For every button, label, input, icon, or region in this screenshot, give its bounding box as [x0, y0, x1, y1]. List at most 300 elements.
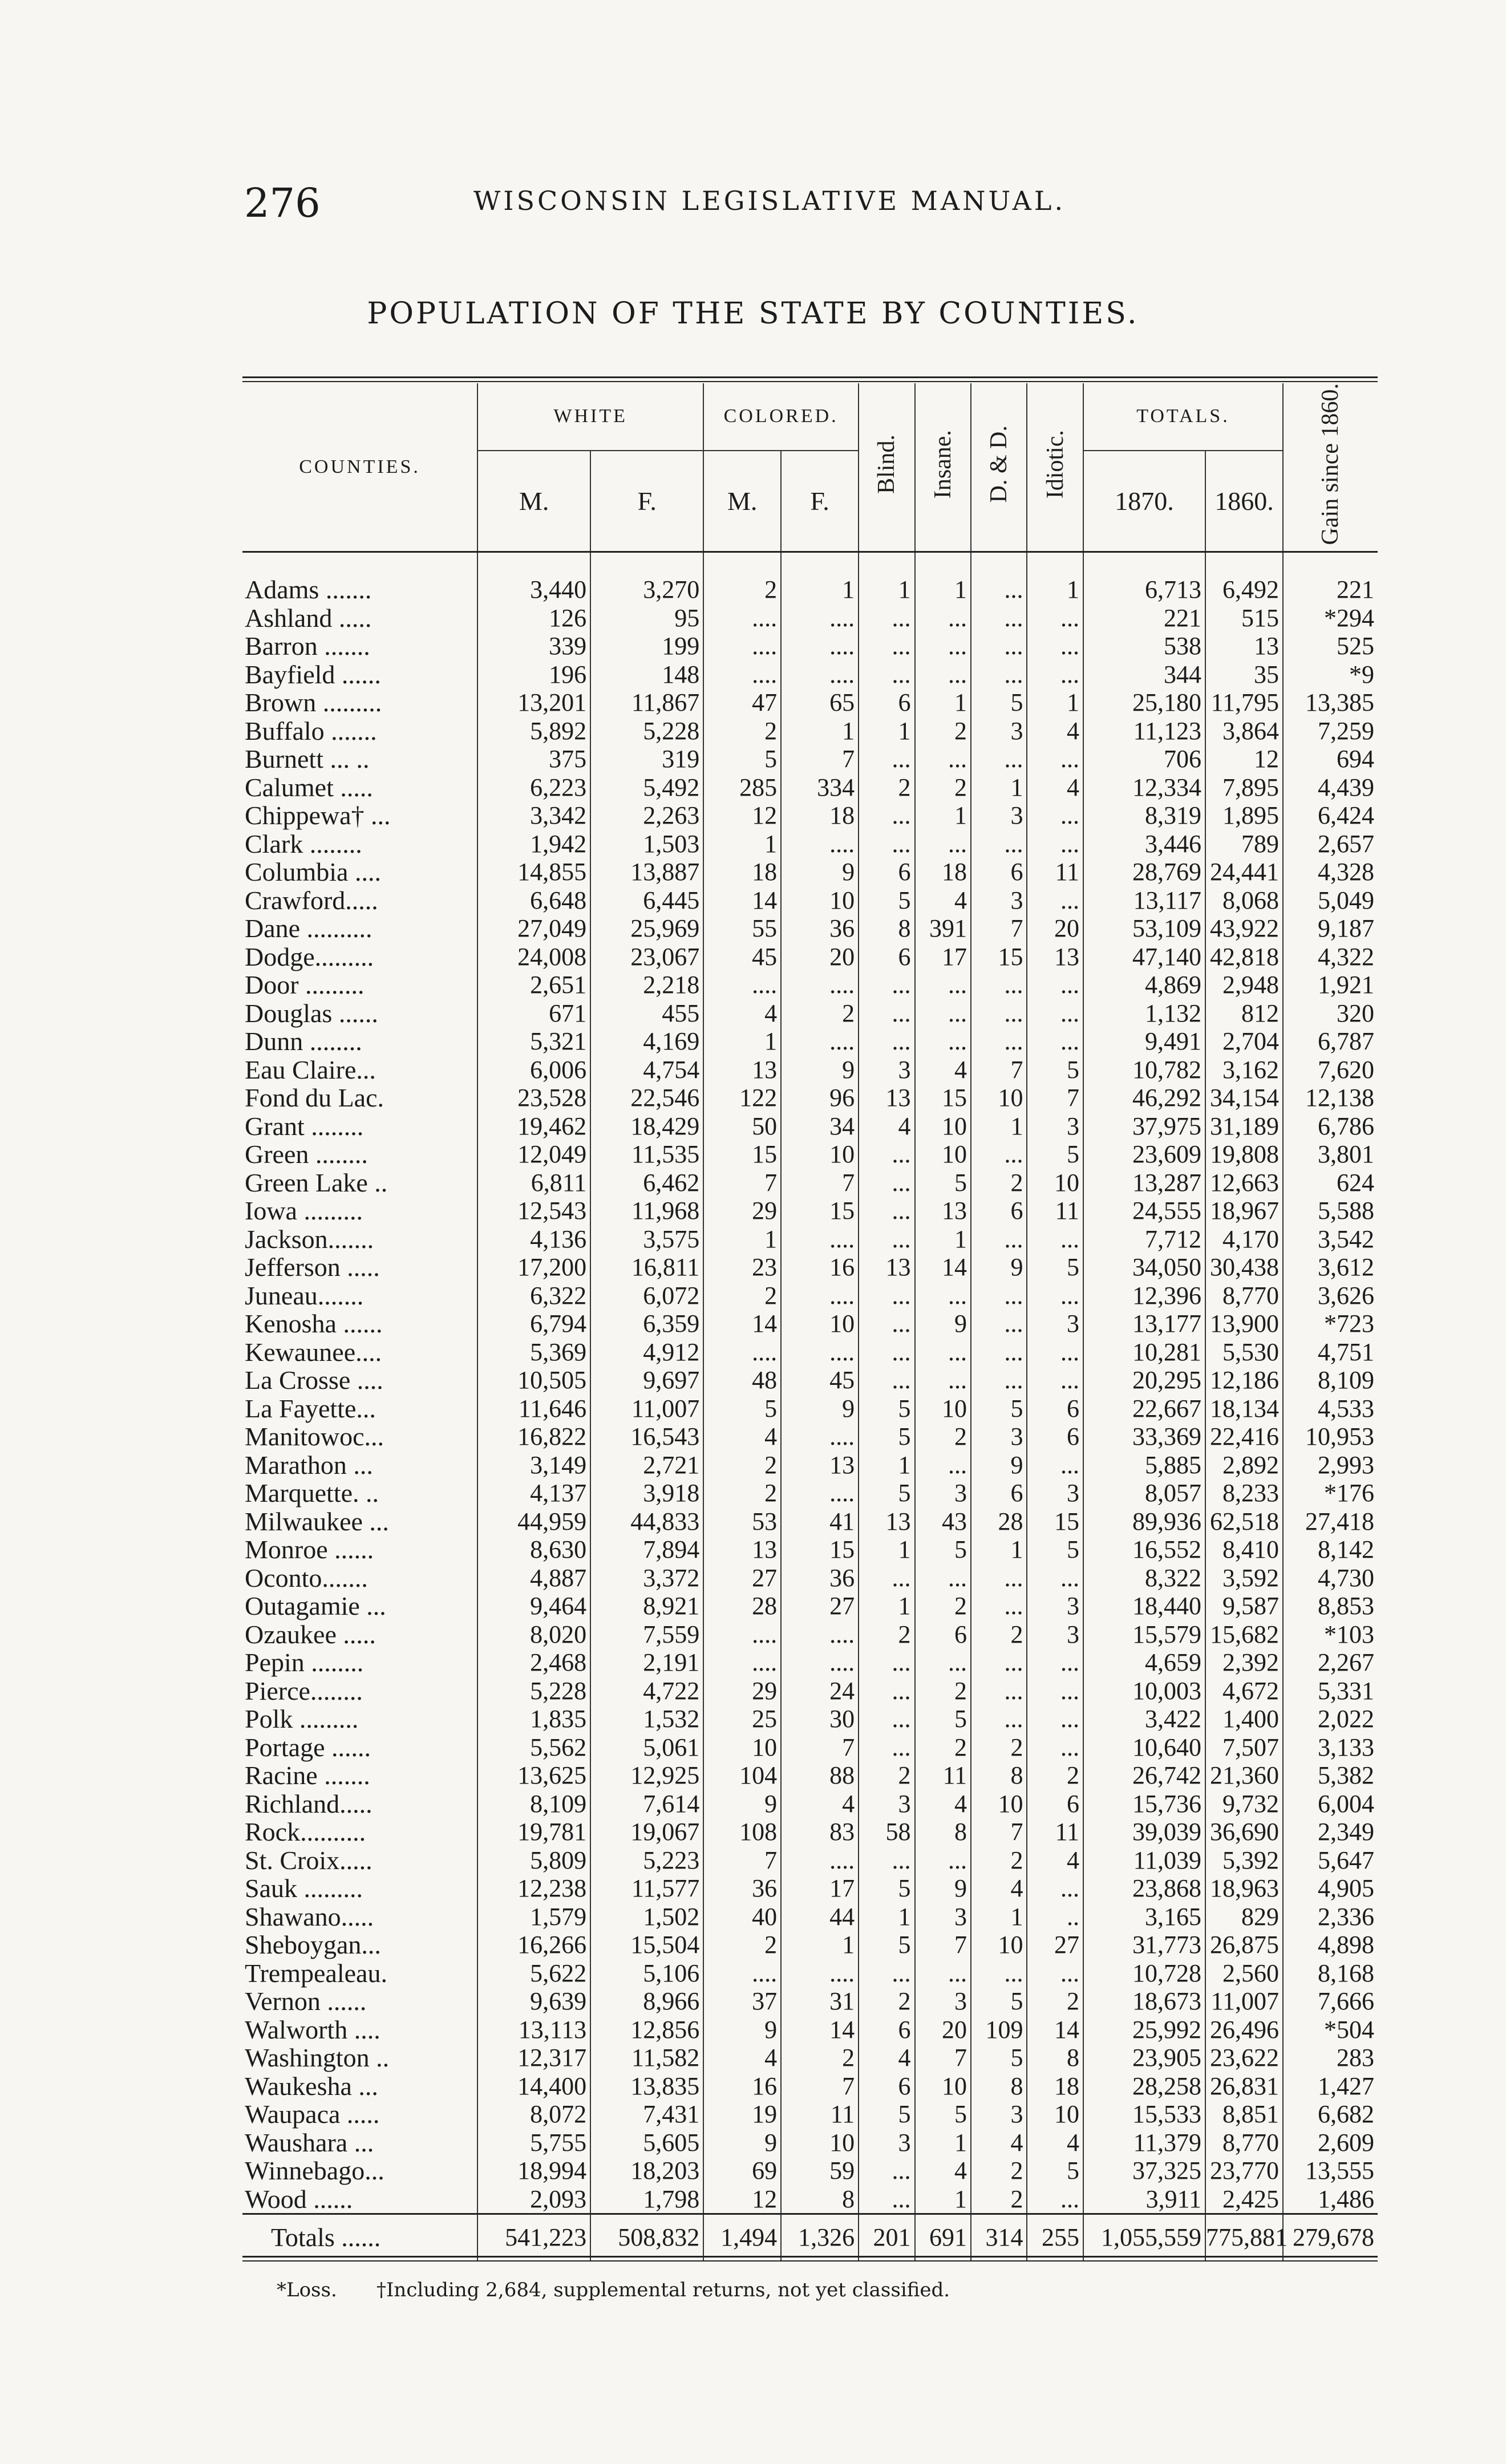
cell-total-1860: 22,416	[1205, 1423, 1283, 1451]
cell-white-f: 16,811	[590, 1253, 703, 1282]
cell-white-f: 18,429	[590, 1112, 703, 1141]
header-1860: 1860.	[1205, 451, 1283, 552]
cell-insane: 4	[915, 886, 971, 915]
cell-colored-f: 8	[781, 2185, 859, 2214]
cell-total-1870: 3,422	[1083, 1705, 1205, 1733]
bottom-rule-inner	[242, 2260, 1378, 2262]
cell-gain: 9,187	[1283, 914, 1378, 943]
cell-insane: 4	[915, 1056, 971, 1084]
cell-total-1870: 34,050	[1083, 1253, 1205, 1282]
cell-insane: 1	[915, 576, 971, 604]
cell-colored-f: 7	[781, 1169, 859, 1197]
cell-insane: ...	[915, 745, 971, 773]
cell-gain: 2,336	[1283, 1903, 1378, 1931]
cell-blind: 1	[859, 1592, 914, 1620]
cell-colored-f: 14	[781, 2016, 859, 2044]
table-row	[242, 1423, 1378, 1451]
cell-total-1870: 24,555	[1083, 1197, 1205, 1225]
running-head: WISCONSIN LEGISLATIVE MANUAL.	[473, 185, 1066, 216]
cell-total-1860: 2,704	[1205, 1027, 1283, 1056]
cell-idiotic: ...	[1027, 886, 1083, 915]
cell-gain: 2,609	[1283, 2129, 1378, 2157]
cell-insane: 15	[915, 1084, 971, 1112]
cell-gain: 3,612	[1283, 1253, 1378, 1282]
cell-colored-m: 9	[703, 2129, 781, 2157]
cell-deaf-dumb: 2	[971, 1846, 1027, 1875]
table-row	[242, 1027, 1378, 1056]
cell-total-1860: 2,948	[1205, 971, 1283, 999]
cell-gain: 5,647	[1283, 1846, 1378, 1875]
cell-idiotic: ...	[1027, 632, 1083, 660]
table-row	[242, 1479, 1378, 1507]
table-row	[242, 1874, 1378, 1903]
cell-blind: ...	[859, 660, 914, 689]
cell-idiotic: ...	[1027, 1027, 1083, 1056]
cell-colored-m: 15	[703, 1140, 781, 1169]
cell-insane: 20	[915, 2016, 971, 2044]
cell-total-1860: 23,622	[1205, 2044, 1283, 2072]
cell-white-f: 11,867	[590, 688, 703, 717]
cell-blind: ...	[859, 1648, 914, 1677]
cell-total-1870: 11,039	[1083, 1846, 1205, 1875]
cell-total-1870: 23,609	[1083, 1140, 1205, 1169]
header-1870: 1870.	[1083, 451, 1205, 552]
cell-gain: 2,267	[1283, 1648, 1378, 1677]
table-row	[242, 1733, 1378, 1762]
cell-white-f: 11,007	[590, 1395, 703, 1423]
cell-county: Richland.....	[245, 1789, 373, 1818]
cell-county: Buffalo .......	[245, 716, 377, 745]
cell-white-m: 339	[477, 632, 590, 660]
table-row	[242, 1818, 1378, 1846]
table-row	[242, 886, 1378, 915]
cell-colored-m: 13	[703, 1535, 781, 1564]
cell-insane: ...	[915, 1282, 971, 1310]
cell-county: Sheboygan...	[245, 1930, 381, 1960]
cell-colored-f: ....	[781, 604, 859, 633]
cell-colored-m: ....	[703, 1338, 781, 1367]
cell-total-1870: 10,281	[1083, 1338, 1205, 1367]
cell-total-1860: 8,851	[1205, 2100, 1283, 2129]
cell-deaf-dumb: 6	[971, 858, 1027, 886]
cell-idiotic: ...	[1027, 1705, 1083, 1733]
cell-colored-f: ....	[781, 632, 859, 660]
cell-county: Vernon ......	[245, 1987, 367, 2016]
cell-insane: 2	[915, 1592, 971, 1620]
cell-deaf-dumb: 15	[971, 943, 1027, 971]
cell-total-1860: 2,560	[1205, 1959, 1283, 1988]
cell-total-1860: 2,892	[1205, 1451, 1283, 1480]
cell-deaf-dumb: 3	[971, 2100, 1027, 2129]
cell-colored-m: 122	[703, 1084, 781, 1112]
cell-deaf-dumb: 1	[971, 1903, 1027, 1931]
cell-county: Oconto.......	[245, 1563, 368, 1592]
cell-total-1860: 26,831	[1205, 2072, 1283, 2101]
cell-blind: 3	[859, 2129, 914, 2157]
cell-gain: 8,142	[1283, 1535, 1378, 1564]
table-row	[242, 1677, 1378, 1705]
table-row	[242, 745, 1378, 773]
cell-white-m: 13,625	[477, 1761, 590, 1790]
cell-idiotic: 10	[1027, 1169, 1083, 1197]
table-row	[242, 1648, 1378, 1677]
cell-white-f: 2,191	[590, 1648, 703, 1677]
cell-total-1870: 28,258	[1083, 2072, 1205, 2101]
cell-white-m: 24,008	[477, 943, 590, 971]
cell-insane: 2	[915, 1677, 971, 1705]
header-white-m: M.	[477, 451, 590, 552]
cell-insane: 10	[915, 1395, 971, 1423]
cell-total-1870: 4,659	[1083, 1648, 1205, 1677]
cell-county: Grant ........	[245, 1111, 364, 1141]
cell-deaf-dumb: 2	[971, 1169, 1027, 1197]
cell-colored-m: 14	[703, 886, 781, 915]
cell-county: Burnett ... ..	[245, 744, 370, 774]
cell-colored-f: 24	[781, 1677, 859, 1705]
cell-colored-m: 2	[703, 1479, 781, 1507]
cell-white-m: 17,200	[477, 1253, 590, 1282]
cell-deaf-dumb: 6	[971, 1197, 1027, 1225]
cell-insane: 5	[915, 1169, 971, 1197]
cell-deaf-dumb: ...	[971, 1564, 1027, 1592]
footnote-loss: *Loss.	[277, 2279, 337, 2301]
cell-blind: 1	[859, 576, 914, 604]
cell-gain: 7,620	[1283, 1056, 1378, 1084]
cell-blind: 58	[859, 1818, 914, 1846]
cell-insane: ...	[915, 999, 971, 1028]
cell-colored-f: 10	[781, 1140, 859, 1169]
table-row	[242, 858, 1378, 886]
cell-white-f: 7,431	[590, 2100, 703, 2129]
cell-deaf-dumb: 3	[971, 801, 1027, 830]
cell-gain: 4,322	[1283, 943, 1378, 971]
cell-blind: ...	[859, 830, 914, 858]
cell-blind: 6	[859, 858, 914, 886]
header-deaf-dumb: D. & D.	[971, 383, 1027, 552]
cell-colored-f: 334	[781, 773, 859, 802]
cell-total-1870: 344	[1083, 660, 1205, 689]
cell-gain: 4,730	[1283, 1564, 1378, 1592]
table-row	[242, 830, 1378, 858]
cell-blind: 5	[859, 886, 914, 915]
cell-white-m: 3,440	[477, 576, 590, 604]
cell-county: Crawford.....	[245, 885, 378, 915]
cell-colored-f: 9	[781, 1056, 859, 1084]
cell-gain: 525	[1283, 632, 1378, 660]
cell-total-1870: 6,713	[1083, 576, 1205, 604]
cell-gain: *504	[1283, 2016, 1378, 2044]
cell-colored-m: 45	[703, 943, 781, 971]
cell-total-1860: 5,530	[1205, 1338, 1283, 1367]
cell-colored-f: 7	[781, 2072, 859, 2101]
cell-deaf-dumb: 8	[971, 1761, 1027, 1790]
cell-county: Marquette. ..	[245, 1478, 379, 1508]
cell-deaf-dumb: 314	[971, 2214, 1027, 2261]
cell-white-m: 541,223	[477, 2214, 590, 2261]
table-row	[242, 1451, 1378, 1480]
cell-colored-f: 20	[781, 943, 859, 971]
cell-gain: 8,168	[1283, 1959, 1378, 1988]
cell-blind: 13	[859, 1507, 914, 1536]
cell-white-f: 2,218	[590, 971, 703, 999]
cell-colored-m: 36	[703, 1874, 781, 1903]
cell-gain: 5,382	[1283, 1761, 1378, 1790]
cell-colored-f: ....	[781, 971, 859, 999]
cell-total-1860: 3,162	[1205, 1056, 1283, 1084]
cell-white-m: 6,811	[477, 1169, 590, 1197]
cell-total-1860: 18,963	[1205, 1874, 1283, 1903]
cell-deaf-dumb: ...	[971, 1677, 1027, 1705]
cell-deaf-dumb: ...	[971, 604, 1027, 633]
cell-total-1860: 2,425	[1205, 2185, 1283, 2214]
cell-county: Pierce........	[245, 1676, 363, 1705]
cell-insane: 43	[915, 1507, 971, 1536]
cell-deaf-dumb: 4	[971, 2129, 1027, 2157]
cell-white-f: 5,228	[590, 717, 703, 745]
cell-white-m: 16,822	[477, 1423, 590, 1451]
cell-insane: 1	[915, 2129, 971, 2157]
cell-colored-m: 9	[703, 1790, 781, 1818]
cell-gain: 2,022	[1283, 1705, 1378, 1733]
cell-deaf-dumb: 2	[971, 1620, 1027, 1649]
cell-insane: ...	[915, 830, 971, 858]
cell-blind: ...	[859, 1310, 914, 1338]
cell-insane: 3	[915, 1479, 971, 1507]
cell-idiotic: 3	[1027, 1620, 1083, 1649]
cell-idiotic: 14	[1027, 2016, 1083, 2044]
cell-county: Kewaunee....	[245, 1337, 382, 1367]
cell-total-1870: 1,132	[1083, 999, 1205, 1028]
cell-white-m: 3,342	[477, 801, 590, 830]
cell-deaf-dumb: 7	[971, 914, 1027, 943]
table-row	[242, 1987, 1378, 2016]
table-row	[242, 1056, 1378, 1084]
cell-insane: 11	[915, 1761, 971, 1790]
cell-county: Walworth ....	[245, 2015, 380, 2044]
cell-white-f: 2,263	[590, 801, 703, 830]
cell-colored-m: 2	[703, 1451, 781, 1480]
cell-deaf-dumb: ...	[971, 1959, 1027, 1988]
cell-insane: 2	[915, 1733, 971, 1762]
cell-total-1870: 8,319	[1083, 801, 1205, 830]
cell-colored-f: ....	[781, 1959, 859, 1988]
bottom-rule	[242, 2256, 1378, 2258]
cell-colored-m: ....	[703, 632, 781, 660]
cell-colored-f: 9	[781, 1395, 859, 1423]
cell-county: Waupaca .....	[245, 2100, 380, 2129]
cell-colored-f: 65	[781, 688, 859, 717]
table-row	[242, 999, 1378, 1028]
cell-deaf-dumb: ...	[971, 660, 1027, 689]
cell-colored-f: 15	[781, 1535, 859, 1564]
cell-idiotic: 6	[1027, 1423, 1083, 1451]
cell-white-m: 23,528	[477, 1084, 590, 1112]
cell-white-f: 5,106	[590, 1959, 703, 1988]
cell-county: Winnebago...	[245, 2156, 384, 2186]
cell-county: Rock..........	[245, 1817, 366, 1847]
cell-colored-m: 2	[703, 1931, 781, 1959]
cell-white-f: 7,559	[590, 1620, 703, 1649]
cell-colored-m: 14	[703, 1310, 781, 1338]
cell-county: Door .........	[245, 970, 365, 1000]
cell-gain: 279,678	[1283, 2214, 1378, 2261]
cell-deaf-dumb: ...	[971, 1225, 1027, 1254]
cell-colored-m: ....	[703, 1959, 781, 1988]
cell-insane: 4	[915, 1790, 971, 1818]
cell-colored-f: 31	[781, 1987, 859, 2016]
page-title: POPULATION OF THE STATE BY COUNTIES.	[367, 297, 1139, 331]
cell-white-f: 23,067	[590, 943, 703, 971]
header-counties: COUNTIES.	[242, 383, 477, 552]
cell-blind: ...	[859, 1959, 914, 1988]
cell-white-f: 3,270	[590, 576, 703, 604]
cell-county: Portage ......	[245, 1732, 371, 1762]
cell-blind: ...	[859, 999, 914, 1028]
cell-colored-f: ....	[781, 660, 859, 689]
cell-idiotic: ...	[1027, 1451, 1083, 1480]
cell-total-1870: 25,180	[1083, 688, 1205, 717]
cell-blind: 2	[859, 1761, 914, 1790]
cell-total-1870: 39,039	[1083, 1818, 1205, 1846]
cell-idiotic: 5	[1027, 1140, 1083, 1169]
cell-county: La Fayette...	[245, 1393, 376, 1423]
cell-blind: ...	[859, 1140, 914, 1169]
cell-total-1860: 36,690	[1205, 1818, 1283, 1846]
cell-total-1870: 10,782	[1083, 1056, 1205, 1084]
cell-white-f: 5,492	[590, 773, 703, 802]
cell-colored-f: 10	[781, 886, 859, 915]
cell-blind: 6	[859, 943, 914, 971]
cell-gain: 1,921	[1283, 971, 1378, 999]
cell-white-m: 6,322	[477, 1282, 590, 1310]
cell-colored-f: 1	[781, 1931, 859, 1959]
cell-total-1870: 53,109	[1083, 914, 1205, 943]
cell-colored-m: 9	[703, 2016, 781, 2044]
cell-colored-m: 12	[703, 801, 781, 830]
cell-gain: 10,953	[1283, 1423, 1378, 1451]
table-row	[242, 1931, 1378, 1959]
cell-colored-f: 4	[781, 1790, 859, 1818]
cell-insane: 4	[915, 2157, 971, 2185]
cell-colored-m: 13	[703, 1056, 781, 1084]
cell-white-m: 375	[477, 745, 590, 773]
cell-blind: ...	[859, 1225, 914, 1254]
table-row	[242, 943, 1378, 971]
cell-white-m: 6,223	[477, 773, 590, 802]
header-idiotic: Idiotic.	[1027, 383, 1083, 552]
cell-deaf-dumb: 109	[971, 2016, 1027, 2044]
cell-total-1870: 16,552	[1083, 1535, 1205, 1564]
cell-idiotic: ...	[1027, 1564, 1083, 1592]
cell-insane: ...	[915, 660, 971, 689]
cell-colored-f: 45	[781, 1366, 859, 1395]
cell-blind: ...	[859, 801, 914, 830]
cell-blind: ...	[859, 745, 914, 773]
cell-county: Brown .........	[245, 688, 382, 718]
cell-gain: 2,349	[1283, 1818, 1378, 1846]
header-colored-m: M.	[703, 451, 781, 552]
cell-total-1870: 10,640	[1083, 1733, 1205, 1762]
cell-total-1870: 22,667	[1083, 1395, 1205, 1423]
cell-deaf-dumb: 1	[971, 773, 1027, 802]
cell-idiotic: 4	[1027, 717, 1083, 745]
cell-white-f: 12,856	[590, 2016, 703, 2044]
cell-gain: 4,905	[1283, 1874, 1378, 1903]
cell-total-1870: 8,322	[1083, 1564, 1205, 1592]
cell-colored-m: 12	[703, 2185, 781, 2214]
cell-insane: 6	[915, 1620, 971, 1649]
cell-white-m: 126	[477, 604, 590, 633]
table-row	[242, 1169, 1378, 1197]
cell-idiotic: 3	[1027, 1479, 1083, 1507]
cell-colored-f: 7	[781, 745, 859, 773]
cell-colored-f: 2	[781, 999, 859, 1028]
cell-white-m: 5,622	[477, 1959, 590, 1988]
cell-insane: 2	[915, 1423, 971, 1451]
cell-blind: 6	[859, 2072, 914, 2101]
table-row	[242, 632, 1378, 660]
cell-idiotic: 27	[1027, 1931, 1083, 1959]
cell-blind: 1	[859, 1451, 914, 1480]
cell-colored-m: 48	[703, 1366, 781, 1395]
cell-colored-f: ....	[781, 1620, 859, 1649]
cell-idiotic: ...	[1027, 1648, 1083, 1677]
cell-white-m: 4,137	[477, 1479, 590, 1507]
table-row	[242, 1310, 1378, 1338]
cell-insane: 7	[915, 1931, 971, 1959]
cell-total-1860: 11,795	[1205, 688, 1283, 717]
cell-idiotic: 4	[1027, 2129, 1083, 2157]
cell-white-m: 6,648	[477, 886, 590, 915]
cell-insane: 1	[915, 801, 971, 830]
table-row	[242, 1084, 1378, 1112]
cell-insane: 391	[915, 914, 971, 943]
cell-colored-f: 17	[781, 1874, 859, 1903]
cell-total-1860: 8,770	[1205, 2129, 1283, 2157]
cell-insane: 18	[915, 858, 971, 886]
cell-white-f: 199	[590, 632, 703, 660]
cell-insane: 14	[915, 1253, 971, 1282]
cell-idiotic: 5	[1027, 1253, 1083, 1282]
cell-county: Columbia ....	[245, 857, 381, 887]
cell-colored-m: 2	[703, 717, 781, 745]
table-row	[242, 604, 1378, 633]
cell-gain: 7,259	[1283, 717, 1378, 745]
table-row	[242, 2016, 1378, 2044]
cell-blind: 6	[859, 2016, 914, 2044]
cell-idiotic: 4	[1027, 1846, 1083, 1875]
cell-white-f: 7,894	[590, 1535, 703, 1564]
cell-gain: 221	[1283, 576, 1378, 604]
cell-deaf-dumb: ...	[971, 632, 1027, 660]
cell-insane: ...	[915, 1846, 971, 1875]
cell-gain: 27,418	[1283, 1507, 1378, 1536]
cell-idiotic: 255	[1027, 2214, 1083, 2261]
cell-gain: *294	[1283, 604, 1378, 633]
cell-total-1860: 23,770	[1205, 2157, 1283, 2185]
cell-total-1860: 7,507	[1205, 1733, 1283, 1762]
cell-county: Milwaukee ...	[245, 1506, 389, 1536]
cell-colored-f: 41	[781, 1507, 859, 1536]
cell-insane: ...	[915, 1564, 971, 1592]
cell-colored-m: 53	[703, 1507, 781, 1536]
cell-total-1870: 13,117	[1083, 886, 1205, 915]
cell-idiotic: ...	[1027, 745, 1083, 773]
cell-deaf-dumb: 2	[971, 2157, 1027, 2185]
cell-gain: 8,109	[1283, 1366, 1378, 1395]
cell-total-1870: 3,446	[1083, 830, 1205, 858]
cell-blind: 8	[859, 914, 914, 943]
